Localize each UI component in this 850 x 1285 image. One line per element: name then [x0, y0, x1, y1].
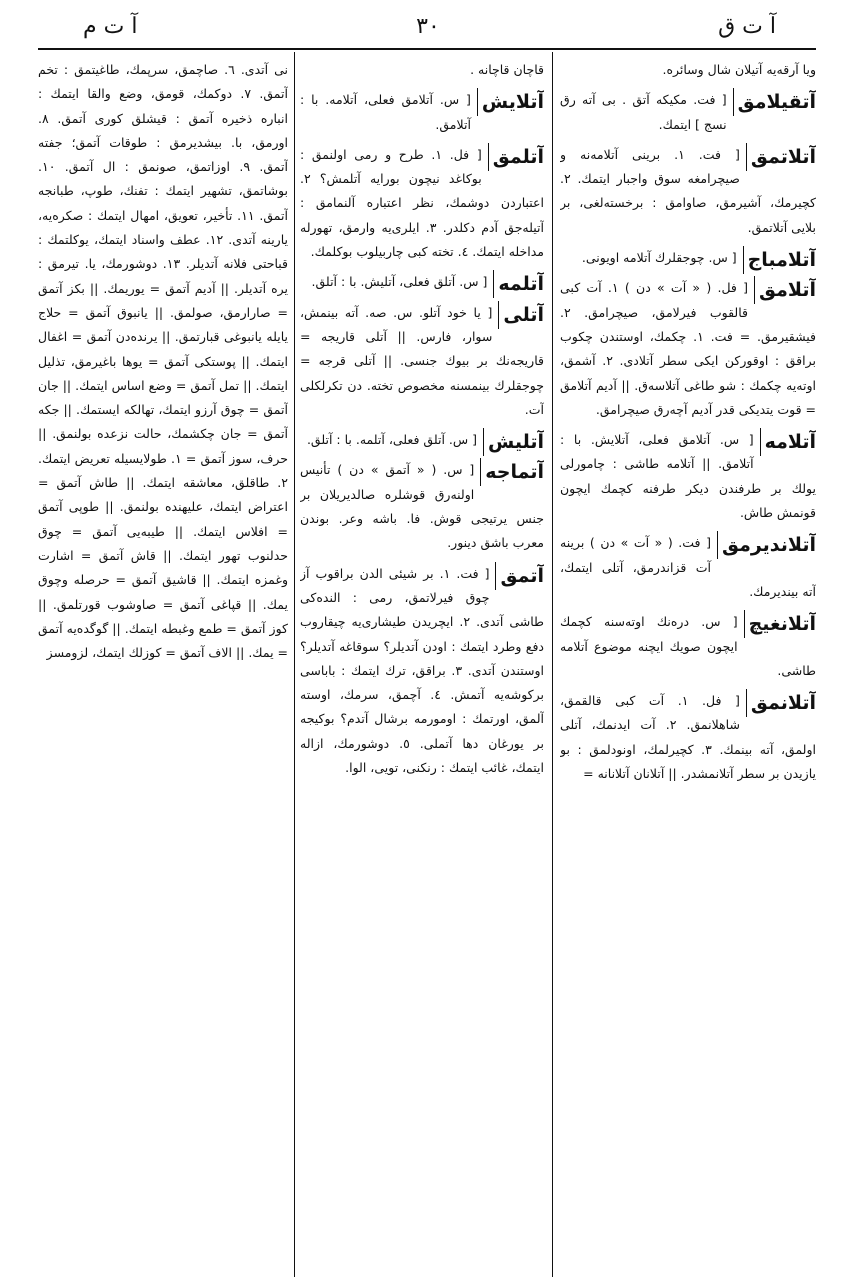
dictionary-entry [300, 88, 544, 137]
column-right [560, 58, 816, 1276]
dictionary-entry [560, 246, 816, 270]
entry-definition: قاچان قاچانه . [470, 62, 544, 77]
column-left [38, 58, 288, 1276]
running-head-left: آ ت م [83, 14, 138, 39]
entry-headword: آتلامباج [743, 246, 816, 274]
entry-definition: [ س. ( « آتمق » دن ) تأنيس اولنه‌رق قوشلره صالديريلان بر جنس يرتيجى قوش. فا. باشه وعر. بوندن معرب باشق دينور. [300, 462, 544, 551]
dictionary-entry [300, 562, 544, 781]
entry-definition: [ فل. ١. طرح و رمى اولنمق : بوكاغد نيچون بورايه آتلمش؟ ٢. اعتباردن دوشمك، نظر اعتباره آلنمامق : آتيله‌جق آدم دكلدر. ٣. ايلرى‌يه وارمق، تهورله مداخله ايتمك. ٤. تخته كبى چاربيلوب بوكلمك. [300, 146, 544, 260]
entry-definition: [ س. چوجقلرك آتلامه اويونى. [581, 250, 737, 266]
entry-headword: آتليش [483, 428, 544, 456]
column-divider-right [552, 52, 553, 1277]
dictionary-entry [560, 689, 816, 786]
entry-headword: آتلامه [760, 428, 816, 456]
entry-definition: [ س. آتلامق فعلى، آتلامه. با : آتلامق. [300, 92, 471, 132]
entry-headword: آتقيلامق [733, 88, 816, 116]
entry-headword: آتمق [495, 562, 544, 590]
entry-headword: آتلانمق [746, 689, 816, 717]
entry-headword: آتلاتمق [746, 143, 816, 171]
dictionary-entry [300, 458, 544, 555]
entry-headword: آتلمق [488, 143, 544, 171]
page-number: ٣٠ [416, 14, 440, 39]
header-rule [38, 48, 816, 50]
dictionary-entry [300, 58, 544, 82]
dictionary-entry [38, 58, 288, 665]
entry-definition: [ فت. ١. بر شيئى الدن براقوب آز چوق فيرلاتمق، رمى : النده‌كى طاشى آتدى. ٢. ايچريدن طيشارى‌يه چيقاروب دفع وطرد ايتمك : اودن آتديلر؟ سوقاغه آتديلر؟ اوستندن آتدى. ٣. براقق، ترك ايتمك : باباسى بركوشه‌يه آتمش. ٤. آچمق، سرمك، اوسته آلمق، اورتمك : اومورمه برشال آتدم؟ بوكيجه بر يورغان دها آتملى. ٥. دوشورمك، ازاله ايتمك، غائب ايتمك : رنكنى، تويى، الوا. [300, 565, 544, 776]
dictionary-entry [560, 88, 816, 137]
page-header [38, 12, 816, 48]
entry-definition: [ س. آتلامق فعلى، آتلايش. با : آتلامق. || آتلامه طاشى : چامورلى يولك بر طرفندن ديكر طرفنه كچمك ايچون قونمش طاش. [560, 432, 816, 521]
dictionary-entry [560, 531, 816, 604]
dictionary-entry [560, 143, 816, 240]
entry-headword: آتلامق [754, 276, 816, 304]
entry-headword: آتلانغيچ [744, 610, 816, 638]
entry-definition: [ فت. ( « آت » دن ) برينه آت قزاندرمق، آتلى ايتمك، آته بينديرمك. [560, 535, 816, 599]
entry-headword: آتلى [498, 301, 544, 329]
entry-definition: [ س. آتلق فعلى، آتليش. با : آتلق. [311, 274, 488, 290]
dictionary-entry [300, 301, 544, 422]
entry-headword: آتلانديرمق [717, 531, 816, 559]
dictionary-entry [560, 428, 816, 525]
dictionary-entry [300, 428, 544, 452]
column-middle [300, 58, 544, 1276]
entry-headword: آتلايش [477, 88, 544, 116]
running-head-right: آ ت ق [718, 14, 776, 39]
entry-definition: [ س. آتلق فعلى، آتلمه. با : آتلق. [306, 432, 477, 448]
entry-definition: [ س. دره‌نك اوته‌سنه كچمك ايچون صويك ايچنه موضوع آتلامه طاشى. [560, 614, 816, 678]
dictionary-entry [300, 143, 544, 264]
dictionary-entry [560, 58, 816, 82]
dictionary-entry [300, 270, 544, 294]
column-divider-left [294, 52, 295, 1277]
entry-definition: [ يا خود آتلو. س. صه. آته بينمش، سوار، فارس. || آتلى قاريجه = قاريجه‌نك بر بيوك جنسى. || آتلى قرجه = چوجقلرك بينمسنه مخصوص تخته. دن تكرلكلى آت. [300, 304, 544, 417]
entry-headword: آتماجه [480, 458, 544, 486]
entry-definition: [ فت. مكيكه آتق . بى آته رق نسج ] ايتمك. [560, 92, 727, 132]
entry-definition: ويا آرقه‌يه آتيلان شال وسائره. [662, 62, 816, 77]
entry-headword: آتلمه [493, 270, 544, 298]
entry-definition: [ فل. ( « آت » دن ) ١. آت كبى قالقوب فيرلامق، صيچرامق. ٢. فيشقيرمق. = فت. ١. چكمك، اوستندن چكوب براقق : اوقوركن ايكى سطر آتلادى. ٢. آشمق، اوته‌يه چكمك : شو طاغى آتلاسه‌ق. || آديم آتلامق = قوت يتديكى قدر آديم آچه‌رق صيچرامق. [560, 280, 816, 417]
entry-definition: نى آتدى. ٦. صاچمق، سرپمك، طاغيتمق : تخم آتمق. ٧. دوكمك، قومق، وضع والقا ايتمك : انباره ذخيره آتمق : قيشلق كورى آتمق. ٨. اورمق، با. بيشديرمق : طوقات آتمق؛ جفته آتمق. ٩. اوزاتمق، صونمق : ال آتمق. ١٠. بوشاتمق، تشهير ايتمك : تفنك، طوپ، طبانجه آتمق. ١١. تأخير، تعويق، امهال ايتمك : صكره‌يه، يارينه آتدى. ١٢. عطف واسناد ايتمك، يوكلتمك : قباحتى فلانه آتديلر. ١٣. دوشورمك، يا. تيرمق : يره آتديلر. || آديم آتمق = يوريمك. || بكز آتمق = صارارمق، صولمق. || يانبوق آتمق = حلاج يايله يانبوغى قبارتمق. || يرنده‌دن آتمق = اغفال ايتمك. || پوستكى آتمق = يوها باغيرمق، تذليل ايتمك. || تمل آتمق = وضع اساس ايتمك. || جان آتمق = چوق آرزو ايتمك، تهالكه ايستمك. || جكه آتمق = جان چكشمك، حالت نزعده بولنمق. || حرف، سوز آتمق = ١. طولايسيله تعريض ايتمك. ٢. طاقلق، معاشقه ايتمك. || طاش آتمق = اعتراض ايتمك، عليهنده بولنمق. || طوپى آتمق = افلاس ايتمك. || طيبه‌يى آتمق = چوق حدلنوب تهور ايتمك. || قاش آتمق = اشارت وغمزه ايتمك. || قاشيق آتمق = حرصله وچوق يمك. || قپاغى آتمق = صاوشوب قورتلمق. || كوز آتمق = طمع وغبطه ايتمك. || گوگده‌يه آتمق = يمك. || الاف آتمق = كوزلك ايتمك، لزومسز [38, 62, 288, 661]
dictionary-entry [560, 276, 816, 422]
entry-definition: [ فل. ١. آت كبى قالقمق، شاهلانمق. ٢. آت ايدنمك، آتلى اولمق، آته بينمك. ٣. كچيرلمك، اونودلمق : بو يازيدن بر سطر آتلانمشدر. || آتلانان آتلانانه = [560, 693, 816, 782]
dictionary-entry [560, 610, 816, 683]
entry-definition: [ فت. ١. برينى آتلامه‌نه و صيچرامغه سوق واجبار ايتمك. ٢. كچيرمك، آشيرمق، صاوامق : برخسته‌لغى، بر بلايى آتلاتمق. [560, 146, 816, 235]
